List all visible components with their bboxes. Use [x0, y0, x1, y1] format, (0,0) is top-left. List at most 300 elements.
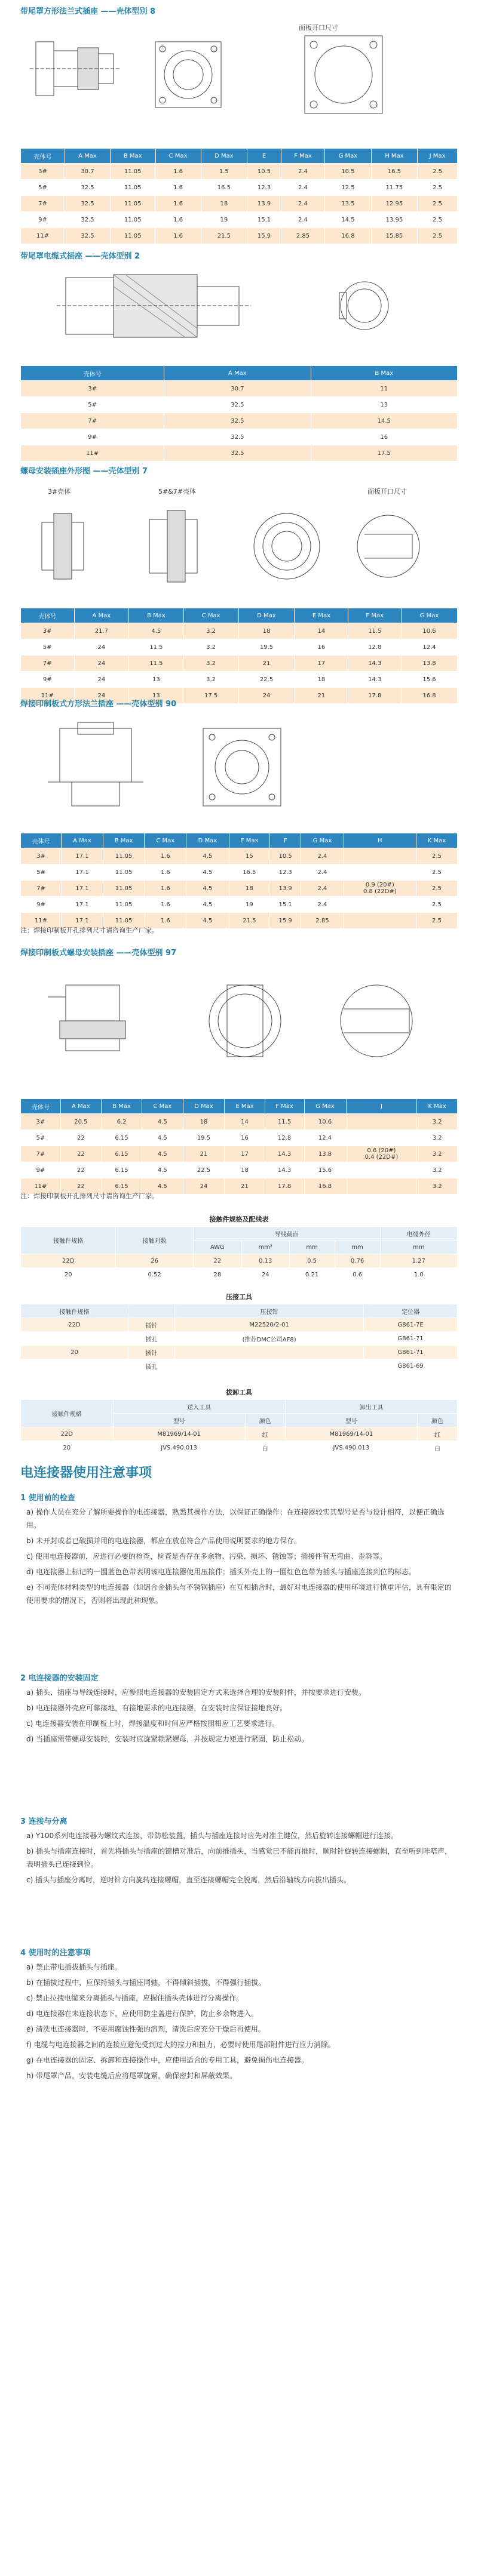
- table-cell: 15: [229, 848, 269, 864]
- s4-col-header: C Max: [145, 833, 186, 848]
- table-cell: 16.5: [201, 180, 247, 196]
- paragraph: d) 当插座需带螺母安装时，安装时应旋紧锁紧螺母，并按规定力矩进行紧固，防止松动。: [26, 1735, 309, 1743]
- table-cell: [344, 897, 416, 913]
- t1-sub: mm: [380, 1241, 457, 1254]
- s5-col-header: A Max: [60, 1099, 101, 1114]
- table-cell: 4.5: [142, 1146, 183, 1162]
- table-cell: 5#: [21, 397, 164, 413]
- table-cell: (推荐DMC公司AF8): [175, 1332, 364, 1346]
- s1-col-header: B Max: [110, 149, 155, 164]
- table-cell: 红: [417, 1427, 457, 1441]
- table-cell: 2.5: [417, 180, 457, 196]
- table-cell: 10.6: [401, 623, 457, 639]
- table-cell: 1.6: [155, 180, 201, 196]
- table-cell: 20: [21, 1346, 128, 1359]
- table-cell: 15.6: [401, 672, 457, 688]
- table-cell: 3#: [21, 848, 62, 864]
- doc-p2: [26, 1686, 456, 1748]
- table-cell: [21, 1359, 128, 1373]
- table-row: [21, 1114, 458, 1130]
- table-cell: 13.9: [270, 881, 301, 897]
- table-cell: 24: [74, 655, 129, 672]
- paragraph: b) 插头与插座连接时，首先将插头与插座的键槽对准后，向前推插头，当感觉已不能再推时，顺时针旋转连接螺帽，直至听到咔嗒声，表明插头已连接到位。: [26, 1847, 452, 1869]
- table-cell: [21, 1332, 128, 1346]
- table-cell: 22: [60, 1178, 101, 1195]
- table-cell: 32.5: [164, 413, 311, 429]
- table-cell: 1.6: [145, 897, 186, 913]
- s5-col-header: 壳体号: [21, 1099, 61, 1114]
- table-cell: 4.5: [142, 1178, 183, 1195]
- s4-col-header: F: [270, 833, 301, 848]
- table-cell: 32.5: [65, 212, 111, 228]
- table-cell: 21: [238, 655, 295, 672]
- table-cell: M81969/14-01: [285, 1427, 417, 1441]
- table-cell: [175, 1346, 364, 1359]
- table-cell: 13: [311, 397, 457, 413]
- table-cell: 18: [183, 1114, 225, 1130]
- paragraph: e) 清洗电连接器时，不要用腐蚀性强的溶剂，清洗后应充分干燥后再使用。: [26, 2025, 265, 2033]
- s3-table: [20, 608, 458, 704]
- table-row: [21, 1318, 458, 1332]
- table-cell: 1.5: [201, 164, 247, 180]
- paragraph: b) 在插拔过程中，应保持插头与插座同轴，不得倾斜插拔，不得强行插拔。: [26, 1978, 266, 1987]
- t3-h1: 接触件规格: [21, 1400, 114, 1427]
- s2-table-body: [21, 381, 458, 461]
- table-row: [21, 897, 458, 913]
- s2-table-header: [21, 366, 458, 381]
- table-cell: 11.5: [129, 639, 184, 655]
- t1-sub: AWG: [193, 1241, 241, 1254]
- table-cell: 3.2: [417, 1178, 458, 1195]
- table-cell: 2.5: [417, 212, 457, 228]
- table-cell: 1.27: [380, 1254, 457, 1268]
- s1-col-header: E: [247, 149, 281, 164]
- table-cell: 32.5: [164, 429, 311, 445]
- s3-col-header: B Max: [129, 608, 184, 623]
- s5-table-body: [21, 1114, 458, 1195]
- table-cell: 1.6: [155, 164, 201, 180]
- table-cell: 红: [245, 1427, 285, 1441]
- table-cell: 16: [225, 1130, 265, 1146]
- table-cell: 21: [225, 1178, 265, 1195]
- table-cell: 14: [295, 623, 348, 639]
- table-row: [21, 1268, 458, 1282]
- table-cell: 10.5: [247, 164, 281, 180]
- table-cell: 4.5: [186, 913, 229, 929]
- table-cell: 18: [201, 196, 247, 212]
- table-cell: 1.6: [155, 196, 201, 212]
- s5-col-header: C Max: [142, 1099, 183, 1114]
- table-cell: 3.2: [183, 655, 238, 672]
- table-cell: 插针: [128, 1318, 174, 1332]
- s4-col-header: K Max: [416, 833, 457, 848]
- table-cell: 17.1: [62, 913, 103, 929]
- table-cell: 6.15: [101, 1146, 142, 1162]
- table-cell: 5#: [21, 1130, 61, 1146]
- table-cell: JVS.490.013: [285, 1441, 417, 1455]
- s5-drawing: [24, 961, 454, 1081]
- table-cell: 30.7: [65, 164, 111, 180]
- doc-title: 电连接器使用注意事项: [20, 1466, 152, 1481]
- table-cell: 15.9: [270, 913, 301, 929]
- table-cell: 15.9: [247, 228, 281, 244]
- table-cell: 插孔: [128, 1359, 174, 1373]
- table-cell: [175, 1359, 364, 1373]
- table-cell: 11.05: [103, 913, 145, 929]
- table-cell: 0.5: [289, 1254, 335, 1268]
- table-cell: 13: [129, 688, 184, 704]
- table-cell: 11.5: [348, 623, 402, 639]
- t3-body: [21, 1427, 458, 1455]
- table-row: [21, 881, 458, 897]
- table-cell: 11.05: [110, 212, 155, 228]
- paragraph: c) 插头与插座分离时，逆时针方向旋转连接螺帽，直至连接螺帽完全脱离，然后沿轴线方向拔出插头。: [26, 1876, 351, 1884]
- table-cell: 9#: [21, 897, 62, 913]
- table-cell: 2.5: [417, 164, 457, 180]
- table-cell: [344, 848, 416, 864]
- table-cell: 11.5: [129, 655, 184, 672]
- table-row: [21, 1162, 458, 1178]
- paragraph: d) 电连接器上标记的一圈蓝色色带表明该电连接器使用压接件；插头外壳上的一圈红色色带为插头与插座连接到位的标志。: [26, 1568, 416, 1576]
- table-cell: 9#: [21, 212, 65, 228]
- table-cell: 14: [225, 1114, 265, 1130]
- table-cell: 2.5: [416, 848, 457, 864]
- doc-p3: [26, 1829, 456, 1889]
- table-cell: 4.5: [129, 623, 184, 639]
- table-cell: 11.05: [103, 864, 145, 881]
- table-cell: 2.4: [281, 180, 324, 196]
- s2-drawing: [54, 263, 424, 346]
- table-cell: 16.5: [229, 864, 269, 881]
- s4-col-header: E Max: [229, 833, 269, 848]
- table-cell: 11.05: [110, 164, 155, 180]
- table-cell: G861-71: [364, 1332, 458, 1346]
- table-cell: 16: [295, 639, 348, 655]
- s4-col-header: A Max: [62, 833, 103, 848]
- paragraph: c) 禁止拉拽电缆来分离插头与插座，应握住插头壳体进行分离操作。: [26, 1994, 244, 2002]
- table-cell: 16.8: [401, 688, 457, 704]
- s3-col-header: G Max: [401, 608, 457, 623]
- table-cell: 24: [183, 1178, 225, 1195]
- s4-col-header: 壳体号: [21, 833, 62, 848]
- table-cell: [346, 1114, 417, 1130]
- table-cell: 0.21: [289, 1268, 335, 1282]
- doc-h1: 1 使用前的检查: [20, 1494, 75, 1503]
- s2-col-header: 壳体号: [21, 366, 164, 381]
- table-row: [21, 381, 458, 397]
- doc-h2: 2 电连接器的安装固定: [20, 1674, 99, 1683]
- paragraph: a) Y100系列电连接器为螺纹式连接，带防松装置，插头与插座连接时应先对准主键位，然后旋转连接螺帽进行连接。: [26, 1832, 399, 1840]
- s1-drawing: [24, 18, 454, 125]
- t1-h4: 电缆外径: [380, 1227, 457, 1241]
- table-cell: 7#: [21, 655, 75, 672]
- doc-h4: 4 使用时的注意事项: [20, 1949, 91, 1958]
- table-cell: 15.1: [270, 897, 301, 913]
- t2-h1: 接触件规格: [21, 1304, 128, 1318]
- s1-col-header: H Max: [371, 149, 417, 164]
- table-cell: 0.9 (20#) 0.8 (22D#): [344, 881, 416, 897]
- table-cell: 17.8: [265, 1178, 304, 1195]
- paragraph: g) 在电连接器的固定、拆卸和连接操作中，应使用适合的专用工具，避免损伤电连接器。: [26, 2056, 309, 2064]
- table-cell: JVS.490.013: [113, 1441, 245, 1455]
- table-cell: 0.52: [116, 1268, 193, 1282]
- table-cell: 22: [60, 1130, 101, 1146]
- paragraph: b) 电连接器外壳应可靠接地，有接地要求的电连接器，在安装时应保证接地良好。: [26, 1704, 287, 1712]
- table-cell: 3#: [21, 381, 164, 397]
- table-cell: 19: [201, 212, 247, 228]
- table-row: [21, 1254, 458, 1268]
- paragraph: c) 使用电连接器前，应进行必要的检查，检查是否存在多余物、污染、损坏、锈蚀等；插接件有无弯曲、歪斜等。: [26, 1552, 387, 1561]
- table-cell: 32.5: [164, 397, 311, 413]
- t1-h3: 导线截面: [193, 1227, 380, 1241]
- table-cell: 19: [229, 897, 269, 913]
- table-cell: 3.2: [417, 1146, 458, 1162]
- section1-title: 带尾罩方形法兰式插座 ——壳体型别 8: [20, 7, 156, 16]
- table-cell: 21.5: [201, 228, 247, 244]
- s1-panel-label: 面板开口尺寸: [299, 24, 338, 32]
- table-cell: 0.76: [335, 1254, 380, 1268]
- table-cell: 18: [229, 881, 269, 897]
- table-cell: G861-7E: [364, 1318, 458, 1332]
- s3-label-a: 3#壳体: [48, 488, 71, 495]
- table-row: [21, 196, 458, 212]
- paragraph: d) 电连接器在未连接状态下，应使用防尘盖进行保护，防止多余物进入。: [26, 2009, 259, 2018]
- table-cell: 9#: [21, 429, 164, 445]
- table-row: [21, 655, 458, 672]
- s4-col-header: H: [344, 833, 416, 848]
- table-cell: 11#: [21, 445, 164, 461]
- table-cell: 20: [21, 1268, 116, 1282]
- table-cell: 17.1: [62, 881, 103, 897]
- table-cell: 12.4: [401, 639, 457, 655]
- s4-col-header: D Max: [186, 833, 229, 848]
- t3-sub: 型号: [113, 1414, 245, 1427]
- table-cell: 28: [193, 1268, 241, 1282]
- s4-table-header: [21, 833, 458, 848]
- table-cell: 18: [238, 623, 295, 639]
- wire-spec-caption: 接触件规格及配线表: [209, 1215, 269, 1223]
- t2-body: [21, 1318, 458, 1373]
- table-cell: 0.6 (20#) 0.4 (22D#): [346, 1146, 417, 1162]
- table-cell: 11.05: [103, 897, 145, 913]
- s1-col-header: 壳体号: [21, 149, 65, 164]
- table-cell: 15.85: [371, 228, 417, 244]
- table-cell: 4.5: [142, 1162, 183, 1178]
- s2-col-header: A Max: [164, 366, 311, 381]
- table-cell: 11#: [21, 228, 65, 244]
- crimp-caption: 压接工具: [226, 1293, 252, 1301]
- table-row: [21, 1427, 458, 1441]
- table-cell: 20: [21, 1441, 114, 1455]
- table-cell: 19.5: [183, 1130, 225, 1146]
- table-cell: 1.0: [380, 1268, 457, 1282]
- t3-h2: 送入工具: [113, 1400, 285, 1414]
- t3-sub: 颜色: [245, 1414, 285, 1427]
- table-cell: 22: [60, 1146, 101, 1162]
- table-cell: 4.5: [142, 1114, 183, 1130]
- table-cell: 6.15: [101, 1130, 142, 1146]
- table-cell: 22.5: [238, 672, 295, 688]
- table-cell: 11.5: [265, 1114, 304, 1130]
- t3-h3: 卸出工具: [285, 1400, 457, 1414]
- table-cell: 22D: [21, 1427, 114, 1441]
- table-row: [21, 848, 458, 864]
- paragraph: a) 禁止带电插拔插头与插座。: [26, 1963, 122, 1971]
- table-cell: 10.6: [304, 1114, 346, 1130]
- table-row: [21, 1332, 458, 1346]
- table-cell: 21: [183, 1146, 225, 1162]
- table-cell: 17: [225, 1146, 265, 1162]
- table-cell: 13.9: [247, 196, 281, 212]
- paragraph: h) 带尾罩产品，安装电缆后应将尾罩旋紧，确保密封和屏蔽效果。: [26, 2072, 237, 2080]
- t3-sub: 型号: [285, 1414, 417, 1427]
- s5-col-header: E Max: [225, 1099, 265, 1114]
- table-cell: 12.95: [371, 196, 417, 212]
- table-cell: 5#: [21, 639, 75, 655]
- table-cell: 32.5: [65, 228, 111, 244]
- s1-table-body: [21, 164, 458, 244]
- t1-sub: mm²: [241, 1241, 289, 1254]
- t2-h2: [128, 1304, 174, 1318]
- crimp-tool-table: [20, 1289, 458, 1373]
- s2-table: [20, 365, 458, 461]
- s4-note: 注：焊接印制板开孔排列尺寸请咨询生产厂家。: [20, 927, 158, 934]
- s5-col-header: D Max: [183, 1099, 225, 1114]
- table-cell: 6.15: [101, 1178, 142, 1195]
- table-cell: 11.05: [110, 228, 155, 244]
- table-cell: 2.5: [417, 228, 457, 244]
- table-cell: 2.4: [301, 864, 344, 881]
- table-cell: 14.5: [311, 413, 457, 429]
- table-cell: 7#: [21, 1146, 61, 1162]
- table-cell: 17.1: [62, 864, 103, 881]
- table-row: [21, 1146, 458, 1162]
- s5-table-header: [21, 1099, 458, 1114]
- table-row: [21, 1130, 458, 1146]
- s3-panel-label: 面板开口尺寸: [367, 488, 407, 495]
- table-cell: 11.05: [110, 196, 155, 212]
- table-row: [21, 397, 458, 413]
- s4-col-header: B Max: [103, 833, 145, 848]
- table-cell: 32.5: [164, 445, 311, 461]
- table-cell: 1.6: [155, 212, 201, 228]
- table-cell: 6.2: [101, 1114, 142, 1130]
- table-cell: 4.5: [142, 1130, 183, 1146]
- table-cell: 18: [225, 1162, 265, 1178]
- s4-table: [20, 833, 458, 929]
- s4-drawing: [24, 710, 454, 818]
- wire-spec-table: [20, 1212, 458, 1282]
- table-cell: 2.4: [281, 196, 324, 212]
- s3-col-header: A Max: [74, 608, 129, 623]
- table-cell: 4.5: [186, 881, 229, 897]
- table-cell: 12.3: [247, 180, 281, 196]
- table-row: [21, 1441, 458, 1455]
- table-cell: 1.6: [145, 848, 186, 864]
- table-cell: 24: [74, 639, 129, 655]
- table-cell: 21.5: [229, 913, 269, 929]
- table-cell: 1.6: [145, 881, 186, 897]
- section5-title: 焊接印制板式螺母安装插座 ——壳体型别 97: [20, 949, 177, 958]
- table-cell: 1.6: [155, 228, 201, 244]
- paragraph: a) 插头、插座与导线连接时，应参照电连接器的安装固定方式来选择合理的安装附件，并按要求进行安装。: [26, 1688, 366, 1697]
- table-cell: 4.5: [186, 848, 229, 864]
- table-cell: 14.3: [348, 672, 402, 688]
- table-cell: 15.6: [304, 1162, 346, 1178]
- table-cell: 16.8: [325, 228, 372, 244]
- table-cell: 26: [116, 1254, 193, 1268]
- table-cell: 21.7: [74, 623, 129, 639]
- table-row: [21, 228, 458, 244]
- table-cell: 12.4: [304, 1130, 346, 1146]
- table-cell: 11.05: [103, 848, 145, 864]
- table-cell: [346, 1178, 417, 1195]
- s5-col-header: J: [346, 1099, 417, 1114]
- table-cell: 4.5: [186, 864, 229, 881]
- table-cell: 3.2: [417, 1162, 458, 1178]
- table-cell: 14.3: [348, 655, 402, 672]
- table-cell: G861-69: [364, 1359, 458, 1373]
- table-cell: 12.5: [325, 180, 372, 196]
- table-cell: 3.2: [417, 1114, 458, 1130]
- table-cell: 32.5: [65, 196, 111, 212]
- table-cell: 5#: [21, 864, 62, 881]
- table-cell: 3.2: [417, 1130, 458, 1146]
- table-cell: 24: [241, 1268, 289, 1282]
- paragraph: b) 未开封或者已破损并用的电连接器，都应在放在符合产品使用说明要求的地方保存。: [26, 1537, 302, 1545]
- table-cell: 21: [295, 688, 348, 704]
- table-cell: 11.05: [103, 881, 145, 897]
- section3-title: 螺母安装插座外形图 ——壳体型别 7: [20, 467, 148, 476]
- table-cell: 13.95: [371, 212, 417, 228]
- s3-drawing: [24, 498, 454, 594]
- table-cell: 9#: [21, 1162, 61, 1178]
- table-cell: 11#: [21, 688, 75, 704]
- t1-sub: mm: [335, 1241, 380, 1254]
- s4-col-header: G Max: [301, 833, 344, 848]
- table-cell: 24: [74, 688, 129, 704]
- table-cell: 3.2: [183, 639, 238, 655]
- table-cell: 22D: [21, 1318, 128, 1332]
- table-cell: 15.1: [247, 212, 281, 228]
- table-cell: 2.4: [301, 881, 344, 897]
- paragraph: c) 电连接器安装在印制板上时，焊接温度和时间应严格按照相应工艺要求进行。: [26, 1719, 280, 1728]
- t1-body: [21, 1254, 458, 1282]
- s1-col-header: F Max: [281, 149, 324, 164]
- table-cell: 14.3: [265, 1146, 304, 1162]
- table-cell: 1.6: [145, 913, 186, 929]
- table-cell: 2.4: [301, 848, 344, 864]
- table-cell: 11.75: [371, 180, 417, 196]
- table-cell: 7#: [21, 196, 65, 212]
- table-row: [21, 212, 458, 228]
- s3-table-header: [21, 608, 458, 623]
- s3-col-header: F Max: [348, 608, 402, 623]
- table-cell: 12.8: [265, 1130, 304, 1146]
- s1-col-header: J Max: [417, 149, 457, 164]
- table-cell: 16.5: [371, 164, 417, 180]
- table-cell: 12.8: [348, 639, 402, 655]
- table-cell: 30.7: [164, 381, 311, 397]
- table-row: [21, 623, 458, 639]
- s1-col-header: G Max: [325, 149, 372, 164]
- table-cell: 1.6: [145, 864, 186, 881]
- table-cell: 16.8: [304, 1178, 346, 1195]
- table-cell: 3#: [21, 623, 75, 639]
- table-cell: 13.5: [325, 196, 372, 212]
- table-cell: 3.2: [183, 672, 238, 688]
- table-cell: 3#: [21, 1114, 61, 1130]
